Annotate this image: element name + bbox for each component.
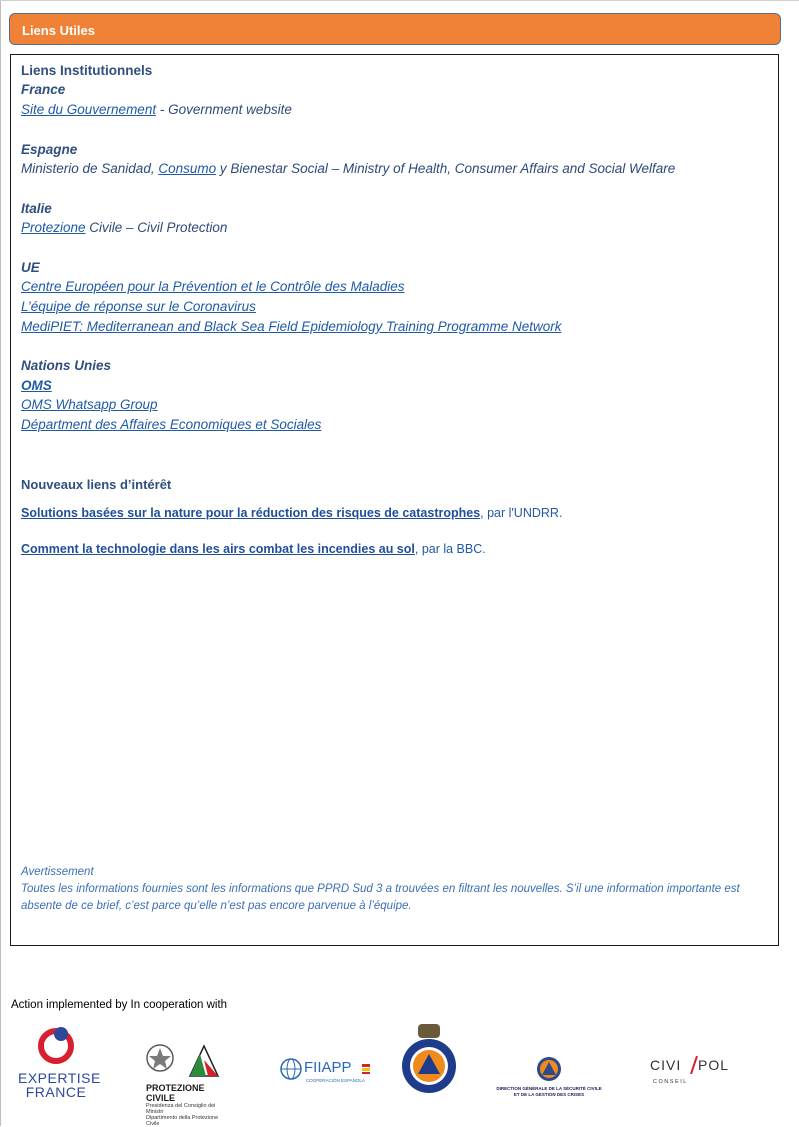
civipol-logo	[650, 1057, 734, 1093]
protezione-title: PROTEZIONE CIVILE	[146, 1083, 205, 1103]
france-line	[21, 102, 292, 117]
country-nations-unies: Nations Unies	[21, 358, 112, 373]
civipol-sub: C O N S E I L	[653, 1079, 687, 1085]
link-protezione[interactable]: Protezione	[21, 220, 86, 235]
expertise-france-emblem-icon	[18, 1026, 94, 1066]
italie-line	[21, 220, 227, 235]
link-nature-solutions[interactable]: Solutions basées sur la nature pour la réduction des risques de catastrophes	[21, 506, 481, 520]
disclaimer-text: Toutes les informations fournies sont les informations que PPRD Sud 3 a trouvées en filtrant les nouvelles. S’il une information importante est absente de ce brief, c’est parce qu’elle n’est pas encore parvenue à l’équipe.	[21, 883, 740, 912]
link-consumo[interactable]: Consumo	[158, 161, 217, 176]
expertise-france-text	[18, 1070, 101, 1100]
dgscgc-line2: ET DE LA GESTION DES CRISES	[513, 1092, 585, 1097]
espagne-line	[21, 161, 675, 176]
protezione-civile-logo	[140, 1040, 232, 1127]
link-medipiet[interactable]: MediPIET: Mediterranean and Black Sea Field Epidemiology Training Programme Network	[21, 319, 562, 334]
link-desa[interactable]: Départment des Affaires Economiques et Sociales	[21, 417, 322, 432]
fiiapp-sub: COOPERACIÓN ESPAÑOLA	[306, 1078, 365, 1083]
civipol-slash-icon	[690, 1056, 698, 1074]
france-line: FRANCE	[25, 1084, 87, 1100]
protezione-sub2: Dipartimento della Protezione Civile	[146, 1115, 219, 1127]
link-technologie-incendies[interactable]: Comment la technologie dans les airs combat les incendies au sol	[21, 542, 415, 556]
link-ecdc[interactable]: Centre Européen pour la Prévention et le Contrôle des Maladies	[21, 279, 405, 294]
link-coronavirus-team[interactable]: L’équipe de réponse sur le Coronavirus	[21, 299, 256, 314]
civipol-text-b: POL	[698, 1057, 730, 1073]
new-links-heading: Nouveaux liens d’intérêt	[21, 477, 172, 492]
proteccion-civil-logo	[400, 1022, 458, 1096]
france-rest: - Government website	[156, 102, 292, 117]
footer-label: Action implemented by In cooperation with	[11, 999, 228, 1011]
section-header	[9, 13, 781, 45]
page-edge	[0, 0, 1, 1126]
fiiapp-logo	[280, 1056, 370, 1090]
disclaimer-title: Avertissement	[21, 866, 94, 878]
fiiapp-globe-icon	[280, 1058, 302, 1080]
links-panel	[10, 54, 779, 946]
proteccion-civil-badge-icon	[400, 1022, 458, 1096]
link-oms-whatsapp[interactable]: OMS Whatsapp Group	[21, 397, 158, 412]
link-oms[interactable]: OMS	[21, 378, 52, 393]
country-france: France	[21, 82, 66, 97]
country-ue: UE	[21, 260, 40, 275]
dgscgc-line1: DIRECTION GÉNÉRALE DE LA SÉCURITÉ CIVILE	[496, 1086, 602, 1091]
new-link-source: , par la BBC.	[414, 542, 486, 556]
expertise-line: EXPERTISE	[18, 1070, 101, 1086]
protezione-civile-emblem-icon	[140, 1040, 232, 1078]
protezione-sub1: Presidenza del Consiglio dei Ministri	[146, 1103, 216, 1115]
espagne-rest: y Bienestar Social – Ministry of Health, Consumer Affairs and Social Welfare	[216, 161, 676, 176]
civipol-text-a: CIVI	[650, 1057, 682, 1073]
institutional-heading: Liens Institutionnels	[21, 63, 153, 78]
dgscgc-emblem-icon	[534, 1056, 564, 1082]
dgscgc-logo	[494, 1056, 604, 1100]
italie-rest: Civile – Civil Protection	[85, 220, 228, 235]
espagne-pre: Ministerio de Sanidad,	[21, 161, 159, 176]
new-link-source: , par l'UNDRR.	[480, 506, 563, 520]
fiiapp-text: FIIAPP	[304, 1059, 352, 1076]
section-title: Liens Utiles	[22, 23, 95, 38]
link-gouvernement[interactable]: Site du Gouvernement	[21, 102, 157, 117]
page-edge-top	[0, 0, 799, 1]
new-link-item	[21, 506, 562, 520]
country-espagne: Espagne	[21, 142, 78, 157]
country-italie: Italie	[21, 201, 52, 216]
expertise-france-logo	[18, 1026, 101, 1102]
spain-cooperation-icon	[362, 1064, 370, 1074]
new-link-item	[21, 542, 486, 556]
